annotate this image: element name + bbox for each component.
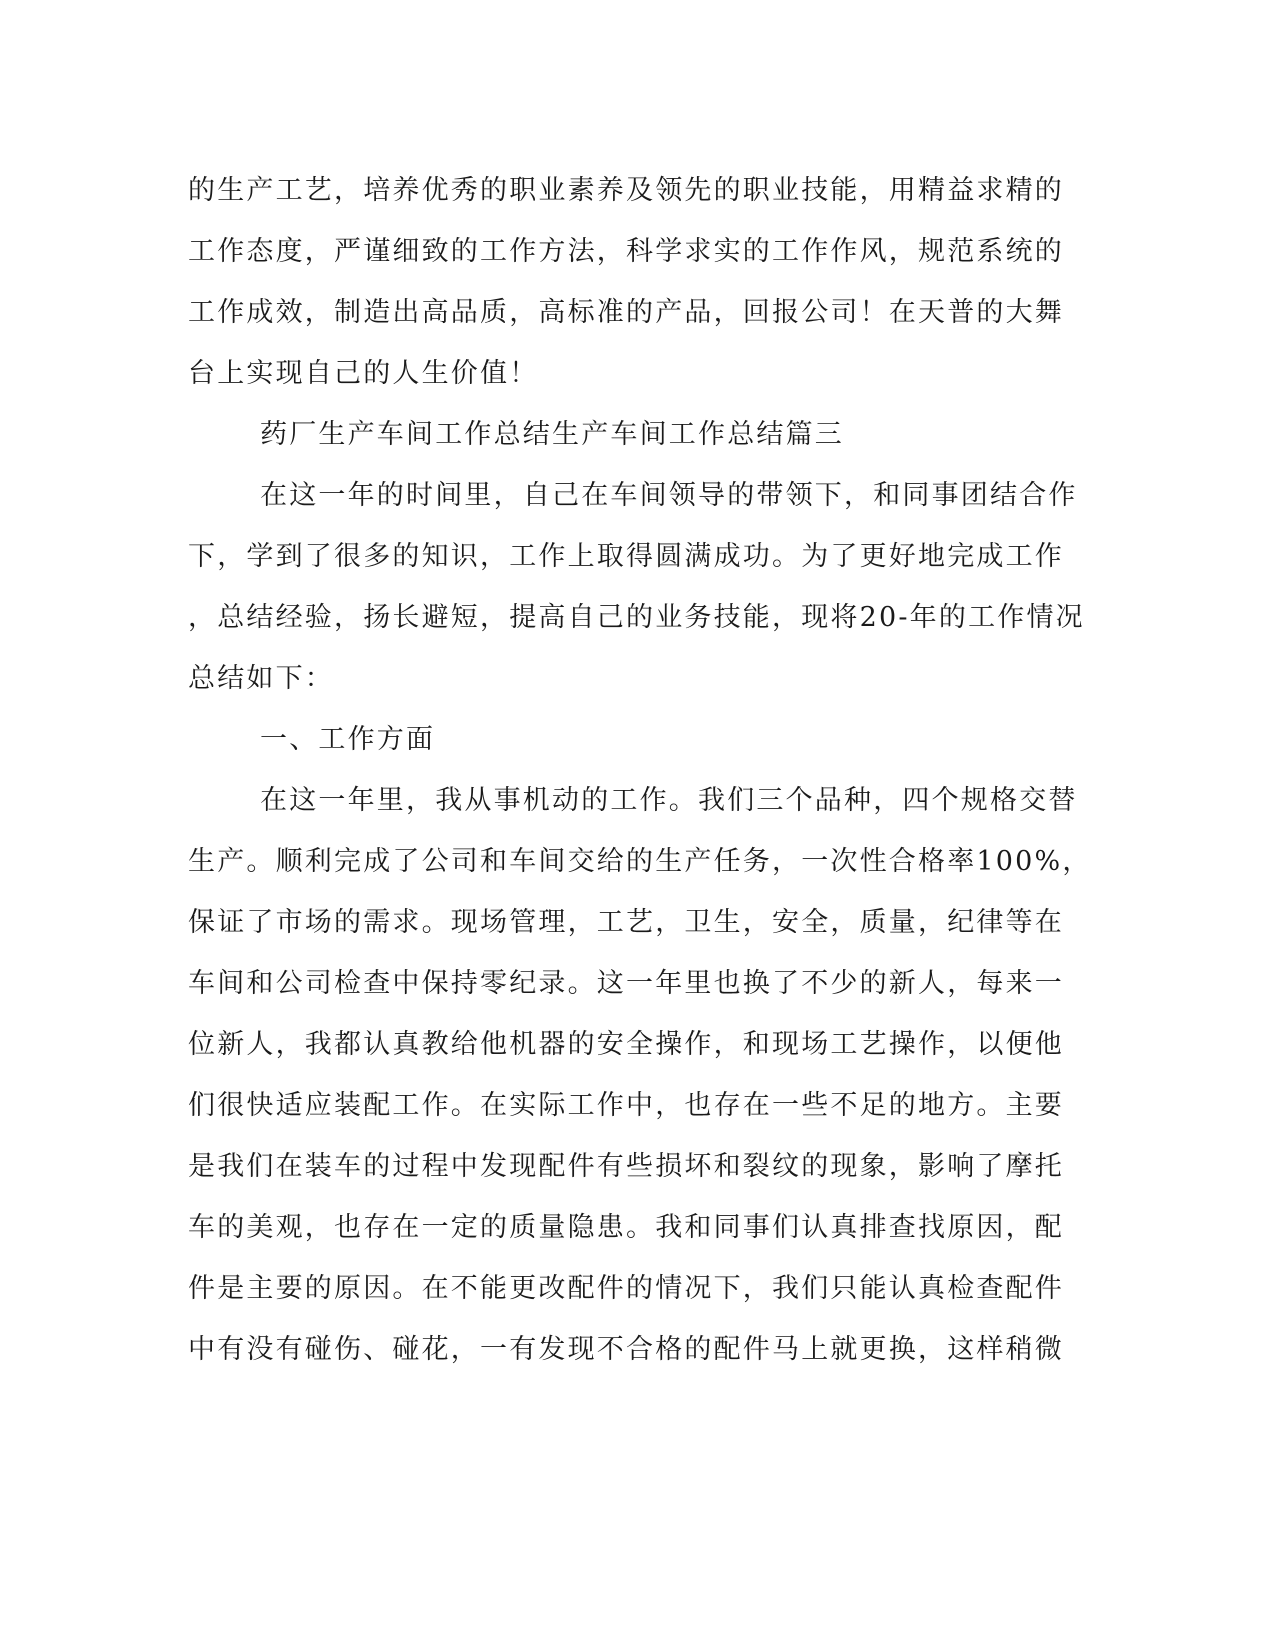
text-line: 件是主要的原因。在不能更改配件的情况下，我们只能认真检查配件 [188,1273,1064,1304]
text-line: 台上实现自己的人生价值！ [188,358,539,389]
text-line: 下，学到了很多的知识，工作上取得圆满成功。为了更好地完成工作 [188,541,1064,572]
document-body [188,160,1092,1380]
subsection-heading: 一、工作方面 [260,724,436,755]
text-line: 保证了市场的需求。现场管理，工艺，卫生，安全，质量，纪律等在 [188,907,1064,938]
text-line: ，总结经验，扬长避短，提高自己的业务技能，现将20-年的工作情况 [188,602,1085,633]
text-line: 的生产工艺，培养优秀的职业素养及领先的职业技能，用精益求精的 [188,175,1064,206]
paragraph-start: 在这一年里，我从事机动的工作。我们三个品种，四个规格交替 [260,785,1078,816]
section-heading: 药厂生产车间工作总结生产车间工作总结篇三 [260,419,844,450]
paragraph-start: 在这一年的时间里，自己在车间领导的带领下，和同事团结合作 [260,480,1078,511]
text-line: 总结如下： [188,663,334,694]
text-line: 们很快适应装配工作。在实际工作中，也存在一些不足的地方。主要 [188,1090,1064,1121]
text-line: 是我们在装车的过程中发现配件有些损坏和裂纹的现象，影响了摩托 [188,1151,1064,1182]
text-line: 中有没有碰伤、碰花，一有发现不合格的配件马上就更换，这样稍微 [188,1334,1064,1365]
text-line: 生产。顺利完成了公司和车间交给的生产任务，一次性合格率100%， [188,846,1092,877]
text-line: 工作成效，制造出高品质，高标准的产品，回报公司！在天普的大舞 [188,297,1064,328]
text-line: 位新人，我都认真教给他机器的安全操作，和现场工艺操作，以便他 [188,1029,1064,1060]
text-line: 车的美观，也存在一定的质量隐患。我和同事们认真排查找原因，配 [188,1212,1064,1243]
text-line: 车间和公司检查中保持零纪录。这一年里也换了不少的新人，每来一 [188,968,1064,999]
text-line: 工作态度，严谨细致的工作方法，科学求实的工作作风，规范系统的 [188,236,1064,267]
